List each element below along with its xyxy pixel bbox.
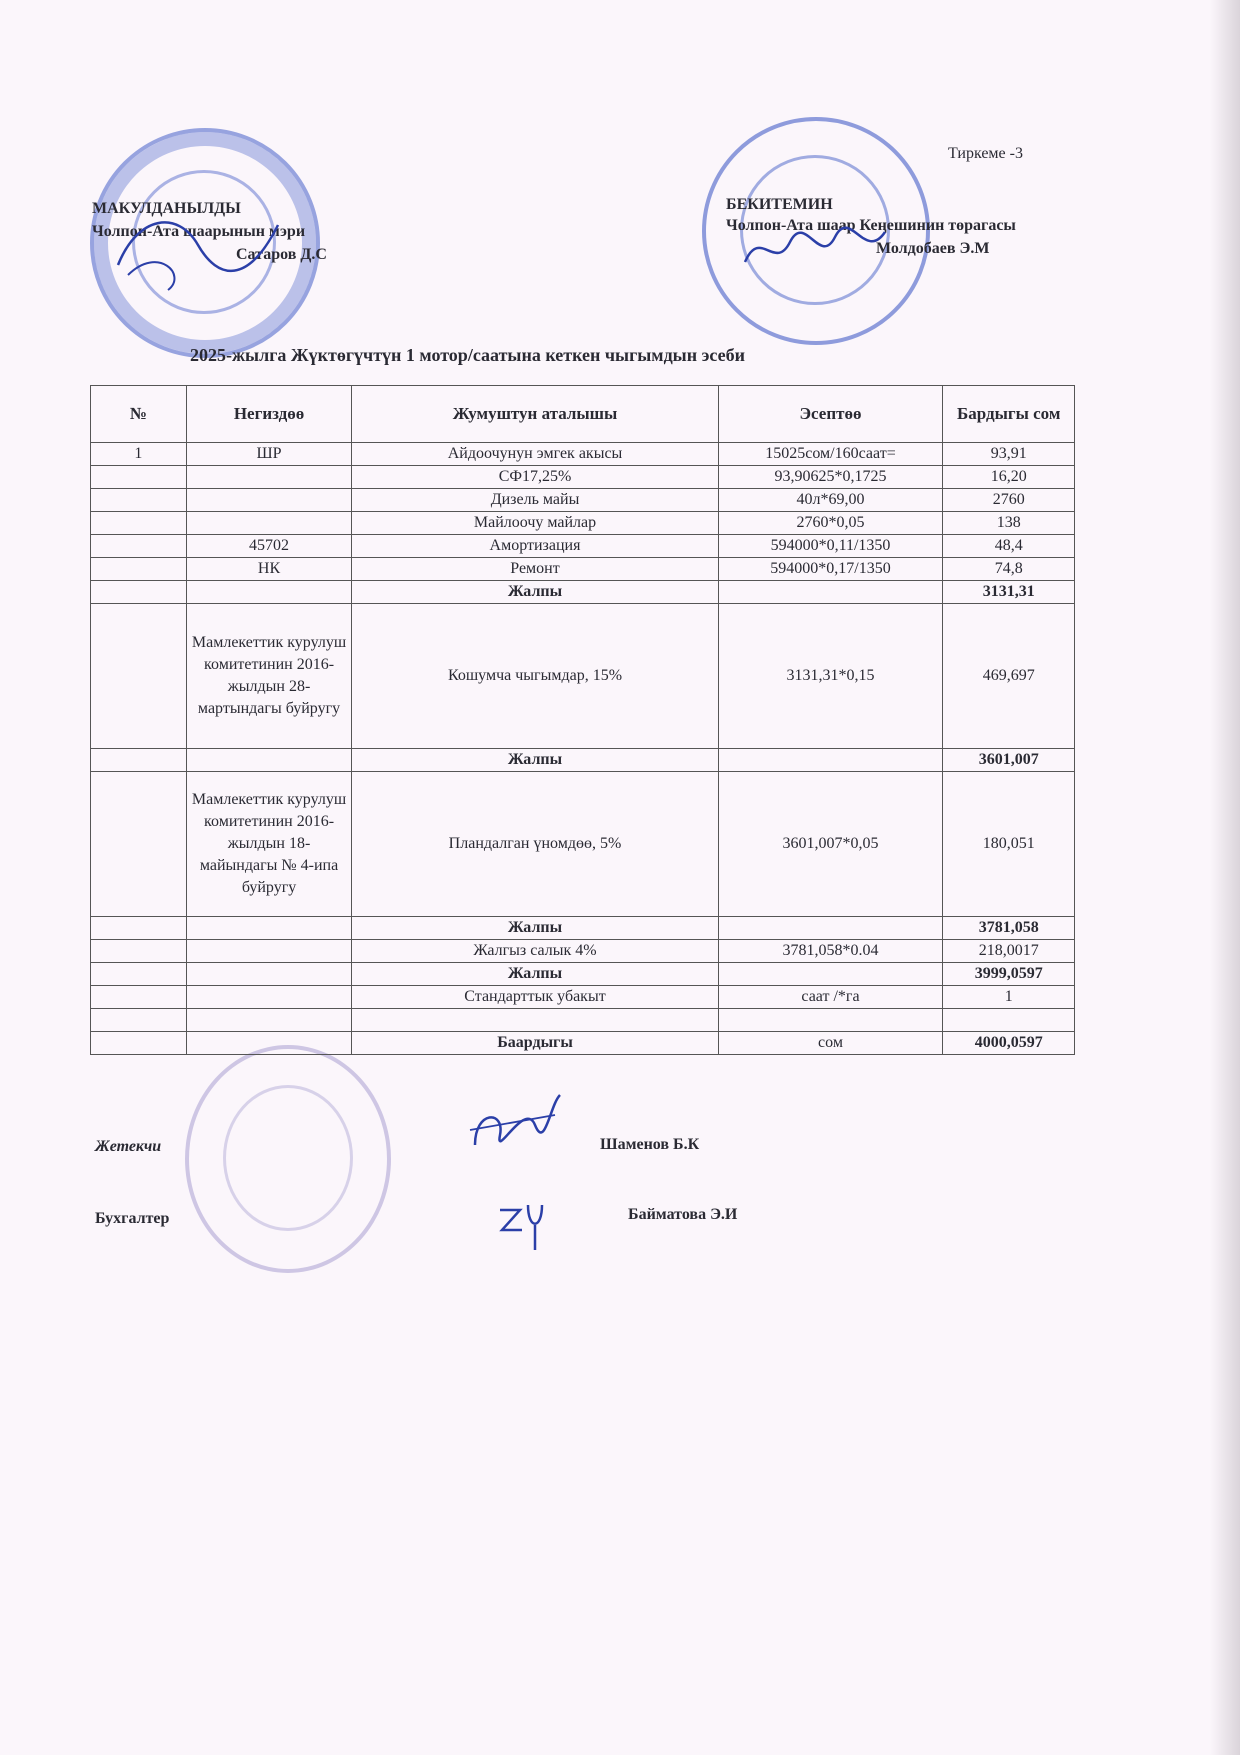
cell-total: 3131,31 [943, 581, 1075, 604]
cell-work-name [352, 1009, 718, 1032]
cell-no [91, 940, 187, 963]
cell-no [91, 466, 187, 489]
cell-total: 74,8 [943, 558, 1075, 581]
accountant-signature [490, 1195, 550, 1255]
cell-work-name: Жалпы [352, 963, 718, 986]
cell-work-name: Кошумча чыгымдар, 15% [352, 604, 718, 749]
cell-no [91, 749, 187, 772]
approval-heading: МАКУЛДАНЫЛДЫ [92, 200, 241, 217]
cell-work-name: Айдоочунун эмгек акысы [352, 443, 718, 466]
cell-basis [186, 512, 352, 535]
head-signature [465, 1090, 565, 1160]
cell-total: 48,4 [943, 535, 1075, 558]
cell-basis: НК [186, 558, 352, 581]
agreement-name: Молдобаев Э.М [876, 240, 990, 257]
cell-basis [186, 940, 352, 963]
cell-basis [186, 917, 352, 940]
cost-calculation-table [90, 385, 1075, 1055]
table-row [91, 1032, 1075, 1055]
cell-no [91, 1032, 187, 1055]
table-body [91, 443, 1075, 1055]
mayor-signature [108, 205, 288, 295]
cell-total: 218,0017 [943, 940, 1075, 963]
table-row [91, 1009, 1075, 1032]
cell-calculation [718, 963, 943, 986]
page-edge-shadow [1210, 0, 1240, 1755]
chairman-signature [740, 222, 890, 282]
table-row [91, 963, 1075, 986]
cell-basis [186, 1032, 352, 1055]
cell-work-name: Баардыгы [352, 1032, 718, 1055]
approval-position: Чолпон-Ата шаарынын мэри [92, 223, 306, 240]
cell-calculation: саат /*га [718, 986, 943, 1009]
cell-basis [186, 1009, 352, 1032]
accountant-label: Бухгалтер [95, 1210, 170, 1227]
cell-work-name: Майлоочу майлар [352, 512, 718, 535]
cell-total: 4000,0597 [943, 1032, 1075, 1055]
cell-total: 3781,058 [943, 917, 1075, 940]
cell-no [91, 963, 187, 986]
table-row [91, 749, 1075, 772]
cell-calculation: 93,90625*0,1725 [718, 466, 943, 489]
table-row [91, 489, 1075, 512]
cell-no [91, 986, 187, 1009]
table-row [91, 604, 1075, 749]
table-row [91, 772, 1075, 917]
cell-no [91, 772, 187, 917]
cell-calculation: 594000*0,11/1350 [718, 535, 943, 558]
header-basis: Негиздөө [186, 386, 352, 443]
cell-total: 180,051 [943, 772, 1075, 917]
table-row [91, 986, 1075, 1009]
cell-no [91, 917, 187, 940]
cell-calculation [718, 1009, 943, 1032]
cell-total [943, 1009, 1075, 1032]
cell-work-name: Жалпы [352, 917, 718, 940]
cell-work-name: Стандарттык убакыт [352, 986, 718, 1009]
cell-calculation: 3781,058*0.04 [718, 940, 943, 963]
cell-total: 469,697 [943, 604, 1075, 749]
cell-no [91, 558, 187, 581]
cell-basis [186, 963, 352, 986]
cell-work-name: Дизель майы [352, 489, 718, 512]
cell-work-name: Пландалган үномдөө, 5% [352, 772, 718, 917]
cell-basis: ШР [186, 443, 352, 466]
cell-work-name: Жалгыз салык 4% [352, 940, 718, 963]
organization-stamp [185, 1045, 391, 1273]
header-total: Бардыгы сом [943, 386, 1075, 443]
cell-no [91, 489, 187, 512]
table-header-row [91, 386, 1075, 443]
table-row [91, 535, 1075, 558]
appendix-label: Тиркеме -3 [948, 145, 1023, 162]
cell-calculation [718, 749, 943, 772]
cell-calculation: 15025сом/160саат= [718, 443, 943, 466]
table-row [91, 558, 1075, 581]
header-work-name: Жумуштун аталышы [352, 386, 718, 443]
table-row [91, 917, 1075, 940]
cell-calculation: 2760*0,05 [718, 512, 943, 535]
agreement-position: Чолпон-Ата шаар Кеңешинин төрагасы [726, 217, 1016, 234]
document-title: 2025-жылга Жүктөгүчтүн 1 мотор/саатына кеткен чыгымдын эсеби [190, 345, 745, 365]
cell-total: 2760 [943, 489, 1075, 512]
table-row [91, 443, 1075, 466]
cell-calculation: сом [718, 1032, 943, 1055]
header-calculation: Эсептөө [718, 386, 943, 443]
cell-calculation [718, 917, 943, 940]
cell-basis [186, 986, 352, 1009]
organization-stamp-inner-ring [223, 1085, 353, 1231]
accountant-name: Байматова Э.И [628, 1206, 738, 1223]
head-label: Жетекчи [95, 1138, 162, 1155]
cell-basis [186, 581, 352, 604]
cell-no [91, 604, 187, 749]
head-name: Шаменов Б.К [600, 1136, 700, 1153]
cell-work-name: Амортизация [352, 535, 718, 558]
cell-total: 138 [943, 512, 1075, 535]
cell-calculation: 3131,31*0,15 [718, 604, 943, 749]
header-no: № [91, 386, 187, 443]
table-row [91, 581, 1075, 604]
table-row [91, 466, 1075, 489]
cell-calculation: 40л*69,00 [718, 489, 943, 512]
cell-total: 3601,007 [943, 749, 1075, 772]
cell-calculation [718, 581, 943, 604]
cell-total: 16,20 [943, 466, 1075, 489]
cell-calculation: 3601,007*0,05 [718, 772, 943, 917]
cell-basis: Мамлекеттик курулуш комитетинин 2016-жылдын 18-майындагы № 4-ипа буйругу [186, 772, 352, 917]
cell-basis [186, 466, 352, 489]
cell-total: 93,91 [943, 443, 1075, 466]
cell-basis [186, 749, 352, 772]
cell-work-name: Жалпы [352, 749, 718, 772]
cell-no: 1 [91, 443, 187, 466]
table-row [91, 940, 1075, 963]
cell-basis: 45702 [186, 535, 352, 558]
cell-basis: Мамлекеттик курулуш комитетинин 2016-жылдын 28-мартындагы буйругу [186, 604, 352, 749]
approval-name: Сатаров Д.С [236, 246, 327, 263]
table-row [91, 512, 1075, 535]
cell-calculation: 594000*0,17/1350 [718, 558, 943, 581]
cell-total: 1 [943, 986, 1075, 1009]
cell-total: 3999,0597 [943, 963, 1075, 986]
agreement-heading: БЕКИТЕМИН [726, 196, 833, 213]
cell-no [91, 535, 187, 558]
cell-work-name: Ремонт [352, 558, 718, 581]
cell-no [91, 1009, 187, 1032]
cell-no [91, 581, 187, 604]
cell-basis [186, 489, 352, 512]
cell-work-name: Жалпы [352, 581, 718, 604]
cell-work-name: СФ17,25% [352, 466, 718, 489]
cell-no [91, 512, 187, 535]
